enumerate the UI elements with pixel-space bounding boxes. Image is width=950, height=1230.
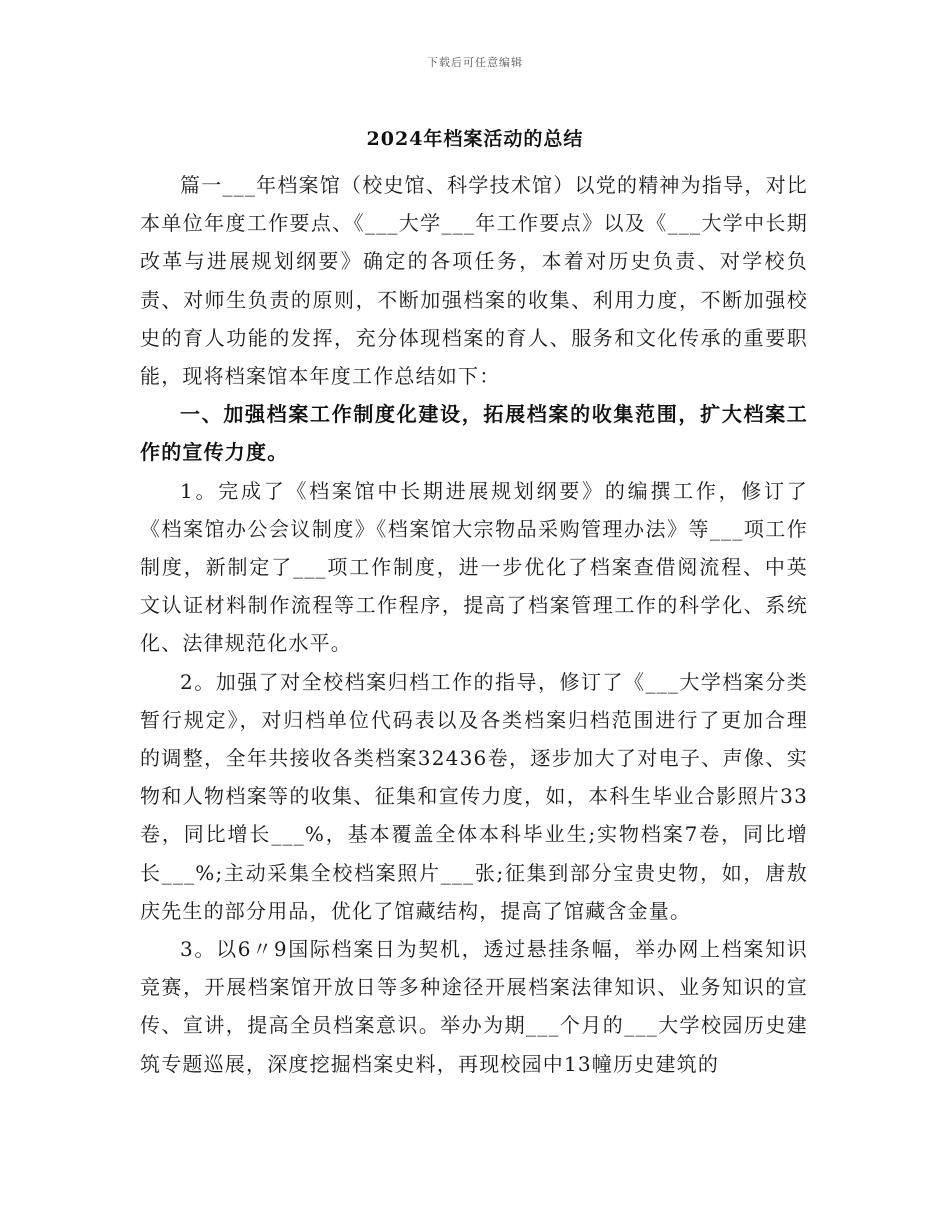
document-title: 2024年档案活动的总结 — [366, 128, 584, 150]
paragraph-item-1: 1。完成了《档案馆中长期进展规划纲要》的编撰工作，修订了《档案馆办公会议制度》《档案馆大宗物品采购管理办法》等___项工作制度，新制定了___项工作制度，进一步优化了档案查借阅流程、中英文认证材料制作流程等工作程序，提高了档案管理工作的科学化、系统化、法律规范化水平。 — [140, 478, 808, 656]
paragraph-item-3: 3。以6〃9国际档案日为契机，透过悬挂条幅，举办网上档案知识竞赛，开展档案馆开放日等多种途径开展档案法律知识、业务知识的宣传、宣讲，提高全员档案意识。举办为期___个月的___大学校园历史建筑专题巡展，深度挖掘档案史料，再现校园中13幢历史建筑的 — [140, 937, 808, 1076]
paragraph-intro: 篇一___年档案馆（校史馆、科学技术馆）以党的精神为指导，对比本单位年度工作要点、《___大学___年工作要点》以及《___大学中长期改革与进展规划纲要》确定的各项任务，本着对历史负责、对学校负责、对师生负责的原则，不断加强档案的收集、利用力度，不断加强校史的育人功能的发挥，充分体现档案的育人、服务和文化传承的重要职能，现将档案馆本年度工作总结如下： — [140, 173, 808, 389]
section-heading: 一、加强档案工作制度化建设，拓展档案的收集范围，扩大档案工作的宣传力度。 — [140, 402, 808, 465]
document-body — [140, 166, 808, 1083]
paragraph-item-2: 2。加强了对全校档案归档工作的指导，修订了《___大学档案分类暂行规定》，对归档单位代码表以及各类档案归档范围进行了更加合理的调整，全年共接收各类档案32436卷，逐步加大了对电子、声像、实物和人物档案等的收集、征集和宣传力度，如，本科生毕业合影照片33卷，同比增长___%，基本覆盖全体本科毕业生;实物档案7卷，同比增长___%;主动采集全校档案照片___张;征集到部分宝贵史物，如，唐敖庆先生的部分用品，优化了馆藏结构，提高了馆藏含金量。 — [140, 669, 808, 923]
header-note: 下载后可任意编辑 — [427, 56, 523, 69]
